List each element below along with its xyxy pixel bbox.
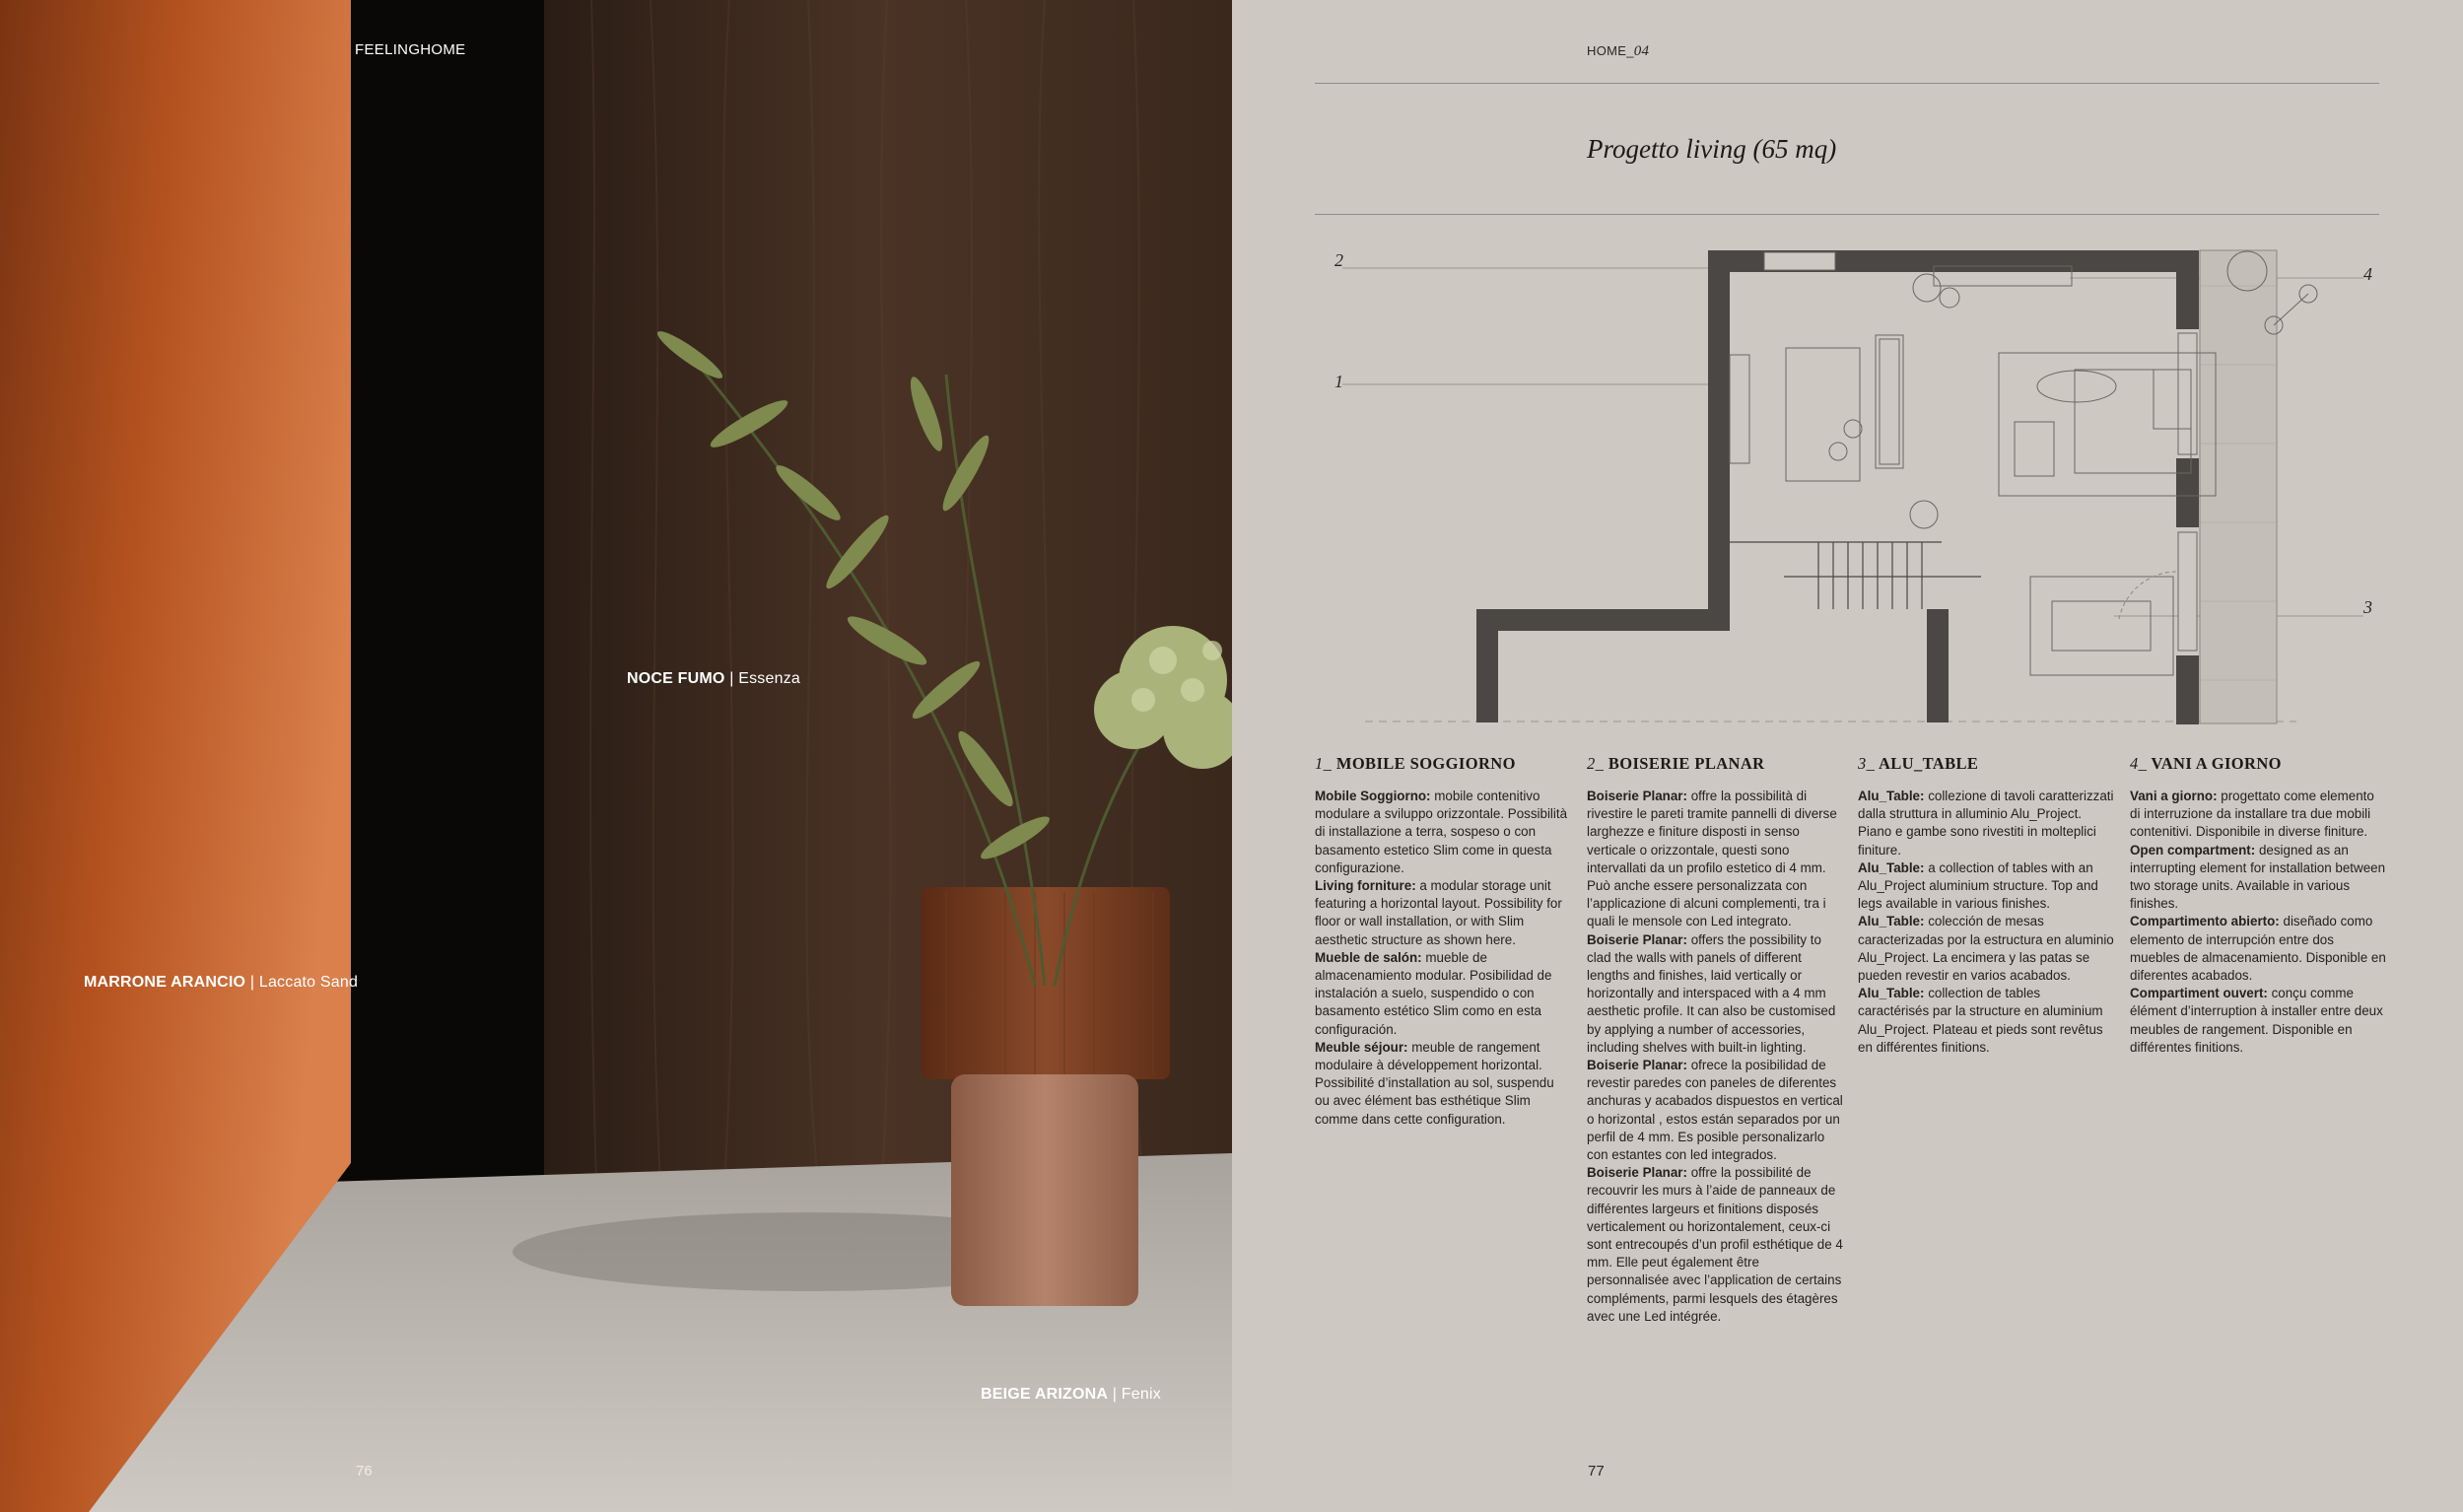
column-body — [1858, 788, 2114, 1057]
finish-label-strong: BEIGE ARIZONA — [981, 1386, 1109, 1403]
column-title: VANI A GIORNO — [2151, 754, 2282, 773]
paragraph-text: ofrece la posibilidad de revestir paredes con paneles de diferentes anchuras y acabados dispuestos en vertical o horizontal , estos están separados por un perfil de 4 mm. Es posible personalizarlo con estantes con led integrados. — [1587, 1058, 1843, 1163]
column-paragraph — [1858, 859, 2114, 914]
paragraph-text: collezione di tavoli caratterizzati dalla struttura in alluminio Alu_Project. Piano e gambe sono rivestiti in molteplici finiture. — [1858, 789, 2114, 858]
paragraph-lead: Alu_Table: — [1858, 914, 1925, 929]
page-title: Progetto living (65 mq) — [1587, 134, 1837, 164]
paragraph-text: offre la possibilité de recouvrir les murs à l’aide de panneaux de différentes largeurs et finitions disposés verticalement ou horizontalement, ceux-ci sont entrecoupés d’un profil esthétique de 4 mm. Elle peut également être personnalisée avec l’application de certains compléments, parmi lesquels des étagères avec une Led intégrée. — [1587, 1165, 1843, 1324]
column-body — [1315, 788, 1571, 1129]
paragraph-lead: Vani a giorno: — [2130, 789, 2218, 803]
paragraph-text: a collection of tables with an Alu_Project aluminium structure. Top and legs available in various finishes. — [1858, 859, 2098, 912]
column-title: MOBILE SOGGIORNO — [1335, 754, 1516, 773]
brand-name: FEELINGHOME — [355, 41, 466, 58]
paragraph-text: conçu comme élément d’interruption à installer entre deux meubles de rangement. Disponible en différentes finitions. — [2130, 986, 2383, 1055]
column-paragraph — [1587, 931, 1843, 1057]
column-paragraph — [1587, 1057, 1843, 1164]
finish-label-light: Essenza — [738, 670, 801, 687]
paragraph-text: diseñado como elemento de interrupción entre dos muebles de almacenamiento. Disponible en diferentes acabados. — [2130, 914, 2386, 984]
paragraph-lead: Compartimento abierto: — [2130, 914, 2280, 929]
finish-label-marrone-arancio — [84, 974, 358, 992]
paragraph-text: mobile contenitivo modulare a sviluppo orizzontale. Possibilità di installazione a terra, sospeso o con basamento estetico Slim come in questa configurazione. — [1315, 789, 1568, 875]
finish-label-light: Laccato Sand — [258, 974, 359, 991]
feature-column-3 — [1858, 754, 2114, 1057]
plan-callout-3: 3 — [2363, 597, 2372, 617]
paragraph-lead: Open compartment: — [2130, 842, 2256, 858]
column-number: 3_ — [1858, 754, 1876, 773]
divider-top — [1315, 83, 2379, 84]
column-paragraph — [1858, 788, 2114, 859]
paragraph-lead: Mueble de salón: — [1315, 949, 1422, 965]
right-page — [1232, 0, 2463, 1512]
column-body — [1587, 788, 1843, 1326]
column-heading — [1315, 754, 1571, 774]
paragraph-lead: Boiserie Planar: — [1587, 789, 1687, 803]
feature-column-2 — [1587, 754, 1843, 1326]
column-paragraph — [1315, 788, 1571, 877]
column-paragraph — [2130, 842, 2386, 914]
plan-callout-2: 2 — [1334, 250, 1343, 270]
finish-label-sep: | — [724, 670, 739, 687]
column-heading — [2130, 754, 2386, 774]
page-number-left: 76 — [356, 1463, 373, 1479]
finish-label-beige-arizona — [981, 1386, 1161, 1404]
paragraph-text: a modular storage unit featuring a horizontal layout. Possibility for floor or wall installation, or with Slim aesthetic structure as shown here. — [1315, 878, 1562, 947]
column-paragraph — [1315, 949, 1571, 1039]
paragraph-text: meuble de rangement modulaire à développement horizontal. Possibilité d’installation au sol, suspendu ou avec élément bas esthétique Slim comme dans cette configuration. — [1315, 1039, 1554, 1127]
column-paragraph — [1315, 1039, 1571, 1129]
paragraph-text: offre la possibilità di rivestire le pareti tramite pannelli di diverse larghezze e finiture disposti in senso verticale o orizzontale, questi sono intervallati da un profilo estetico di 4 mm. Può anche essere personalizzata con l’applicazione di alcuni complementi, tra i quali le mensole con Led integrato. — [1587, 789, 1837, 929]
column-paragraph — [2130, 913, 2386, 985]
paragraph-text: colección de mesas caracterizadas por la estructura en aluminio Alu_Project. La encimera y las patas se pueden revestir en varios acabados. — [1858, 914, 2114, 984]
paragraph-lead: Mobile Soggiorno: — [1315, 789, 1431, 803]
floor-plan-drawing — [1311, 227, 2395, 729]
column-title: BOISERIE PLANAR — [1608, 754, 1765, 773]
feature-column-4 — [2130, 754, 2386, 1057]
finish-label-sep: | — [245, 974, 259, 991]
column-heading — [1858, 754, 2114, 774]
finish-label-strong: NOCE FUMO — [627, 670, 725, 687]
column-paragraph — [1587, 1164, 1843, 1326]
page-number-right: 77 — [1588, 1463, 1605, 1479]
column-paragraph — [2130, 788, 2386, 842]
plan-callout-4: 4 — [2363, 264, 2372, 284]
column-number: 1_ — [1315, 754, 1333, 773]
section-code-prefix: HOME_ — [1587, 43, 1634, 58]
paragraph-lead: Alu_Table: — [1858, 859, 1925, 875]
paragraph-text: offers the possibility to clad the walls with panels of different lengths and finishes, laid vertically or horizontally and interspaced with a 4 mm aesthetic profile. It can also be customised by applying a number of accessories, including shelves with built-in lighting. — [1587, 931, 1836, 1055]
paragraph-lead: Boiserie Planar: — [1587, 1165, 1687, 1181]
finish-label-strong: MARRONE ARANCIO — [84, 974, 246, 991]
feature-column-1 — [1315, 754, 1571, 1129]
column-paragraph — [1587, 788, 1843, 931]
column-number: 2_ — [1587, 754, 1605, 773]
paragraph-lead: Alu_Table: — [1858, 986, 1925, 1001]
column-paragraph — [1858, 985, 2114, 1057]
column-paragraph — [1858, 913, 2114, 985]
divider-title — [1315, 214, 2379, 215]
paragraph-lead: Meuble séjour: — [1315, 1039, 1408, 1055]
column-title: ALU_TABLE — [1878, 754, 1979, 773]
column-number: 4_ — [2130, 754, 2148, 773]
column-heading — [1587, 754, 1843, 774]
section-code-number: 04 — [1633, 43, 1650, 59]
paragraph-lead: Boiserie Planar: — [1587, 1058, 1687, 1073]
paragraph-text: designed as an interrupting element for installation between two storage units. Available in various finishes. — [2130, 842, 2386, 912]
column-paragraph — [2130, 985, 2386, 1057]
column-paragraph — [1315, 877, 1571, 949]
paragraph-text: progettato come elemento di interruzione da installare tra due mobili contenitivi. Disponibile in diverse finiture. — [2130, 789, 2374, 840]
section-code — [1587, 43, 1649, 60]
paragraph-lead: Alu_Table: — [1858, 789, 1925, 803]
finish-label-light: Fenix — [1121, 1386, 1161, 1403]
plan-callout-1: 1 — [1334, 372, 1343, 391]
finish-label-noce-fumo — [627, 670, 800, 688]
paragraph-lead: Living forniture: — [1315, 878, 1416, 894]
paragraph-lead: Compartiment ouvert: — [2130, 986, 2268, 1001]
column-body — [2130, 788, 2386, 1057]
paragraph-text: mueble de almacenamiento modular. Posibilidad de instalación a suelo, suspendido o con basamento estético Slim como en esta configuración. — [1315, 949, 1552, 1037]
paragraph-text: collection de tables caractérisés par la structure en aluminium Alu_Project. Plateau et pieds sont revêtus en différentes finitions. — [1858, 986, 2103, 1055]
paragraph-lead: Boiserie Planar: — [1587, 931, 1687, 947]
finish-label-sep: | — [1108, 1386, 1122, 1403]
